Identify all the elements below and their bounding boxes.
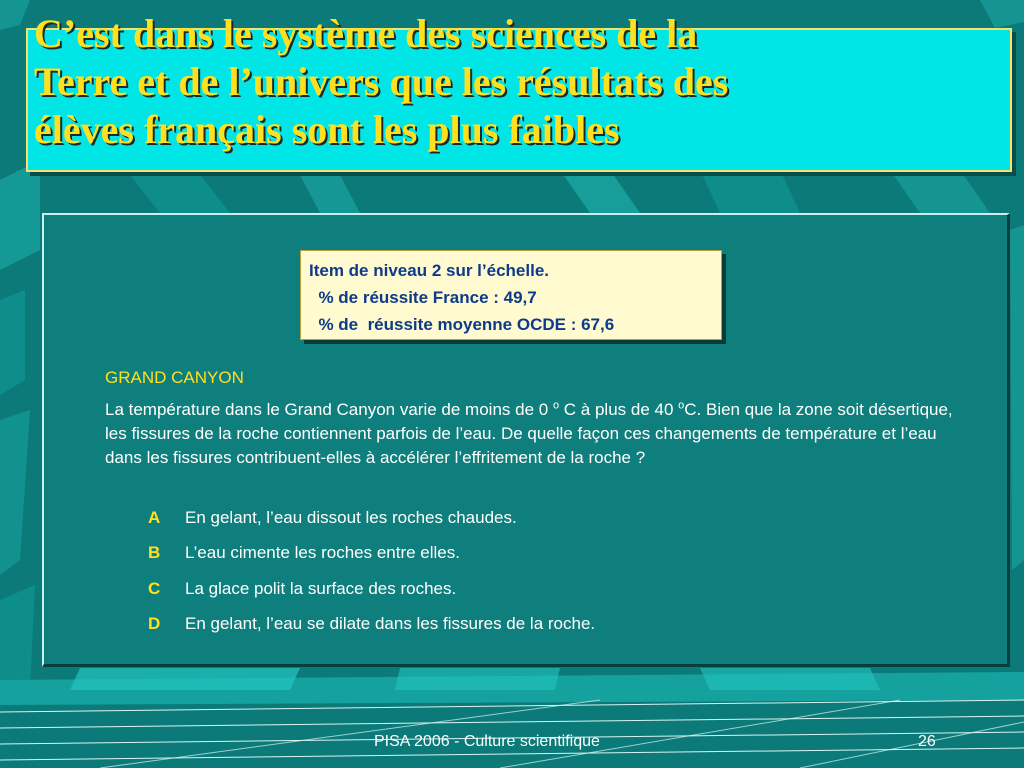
choice-letter: C: [148, 579, 161, 598]
choice-letter: D: [148, 614, 161, 633]
choice-d: [148, 614, 595, 634]
degree-symbol: o: [678, 399, 685, 412]
paragraph-text: La température dans le Grand Canyon varie de moins de 0: [105, 400, 553, 419]
choice-letter: A: [148, 508, 161, 527]
slide-title: [34, 10, 1014, 154]
choice-letter: B: [148, 543, 161, 562]
choice-text: En gelant, l’eau dissout les roches chaudes.: [185, 508, 517, 527]
section-heading: GRAND CANYON: [105, 368, 244, 387]
title-line: élèves français sont les plus faibles: [34, 107, 620, 152]
choice-text: L’eau cimente les roches entre elles.: [185, 543, 460, 562]
choice-text: La glace polit la surface des roches.: [185, 579, 457, 598]
paragraph-text: C à plus de 40: [559, 400, 679, 419]
paragraph-text: C. Bien que la zone soit désertique, les fissures de la roche contiennent parfois de l’eau. De quelle façon ces changements de température et l’eau dans les fissures contribuent-elles à accélérer l’effritement de la roche ?: [105, 400, 953, 467]
choice-b: [148, 543, 460, 563]
stats-line-level: Item de niveau 2 sur l’échelle.: [309, 261, 549, 280]
choice-c: [148, 579, 456, 599]
choice-a: [148, 508, 517, 528]
degree-symbol: o: [552, 399, 560, 412]
stats-box: [300, 250, 722, 340]
question-paragraph: [105, 398, 965, 470]
stats-line-france: % de réussite France : 49,7: [309, 288, 537, 307]
title-line: Terre et de l’univers que les résultats des: [34, 59, 729, 104]
footer-text: PISA 2006 - Culture scientifique: [374, 733, 600, 750]
page-number: 26: [918, 733, 936, 750]
choice-text: En gelant, l’eau se dilate dans les fissures de la roche.: [185, 614, 596, 633]
stats-line-oecd: % de réussite moyenne OCDE : 67,6: [309, 315, 615, 334]
title-line: C’est dans le système des sciences de la: [34, 11, 698, 56]
